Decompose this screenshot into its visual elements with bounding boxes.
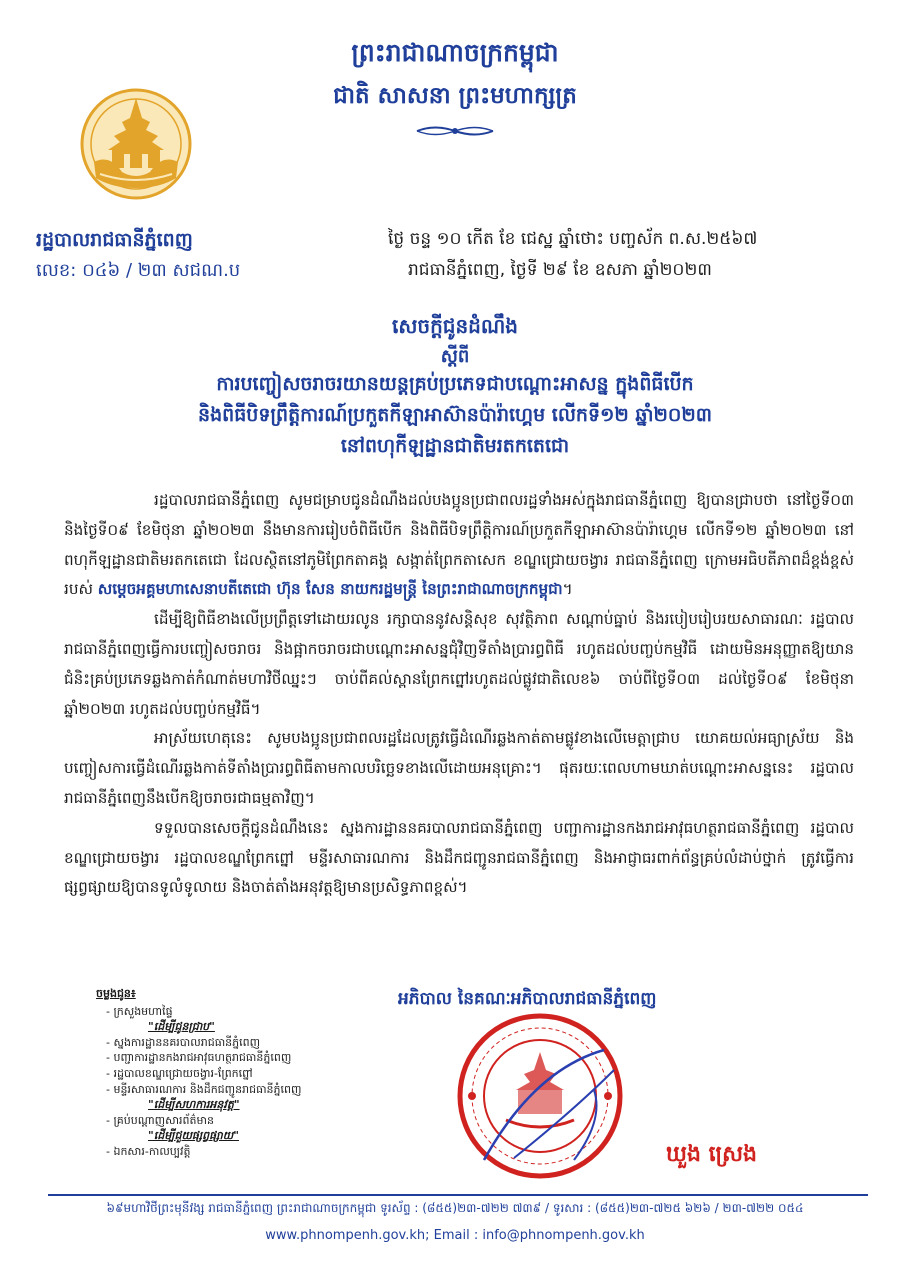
recipient-item: - ឯកសារ-កាលប្បវត្តិ [106, 1144, 191, 1158]
signatory-title: អភិបាល នៃគណៈអភិបាលរាជធានីភ្នំពេញ [398, 989, 657, 1009]
body-paragraph-1 [64, 486, 854, 605]
title-subject-line-2: និងពិធីបិទព្រឹត្ដិការណ៍ប្រកួតកីឡាអាស៊ានប៉ារ៉ាហ្គេម លើកទី១២ ឆ្នាំ២០២៣ [198, 404, 712, 426]
recipients-list [96, 986, 301, 1160]
footer-divider [48, 1194, 868, 1196]
recipient-item: - គ្រប់បណ្ដាញសារព័ត៌មាន [106, 1113, 214, 1127]
notice-body [64, 486, 854, 903]
body-paragraph-3: អាស្រ័យហេតុនេះ សូមបងប្អូនប្រជាពលរដ្ឋដែលត្រូវធ្វើដំណើរឆ្លងកាត់តាមផ្លូវខាងលើមេត្ដាជ្រាប យោគយល់អធ្យាស្រ័យ និងបញ្ចៀសការធ្វើដំណើរឆ្លងកាត់ទីតាំងប្រារព្ធពិធីតាមកាលបរិច្ឆេទខាងលើដោយអនុគ្រោះ។ ផុតរយៈពេលហាមឃាត់បណ្ដោះអាសន្ននេះ រដ្ឋបាលរាជធានីភ្នំពេញនឹងបើកឱ្យចរាចរជាធម្មតាវិញ។ [64, 729, 854, 807]
issuing-office-name: រដ្ឋបាលរាជធានីភ្នំពេញ [36, 229, 193, 251]
ornament-divider-icon [415, 122, 495, 140]
lunar-date: ថ្ងៃ ចន្ទ ១០ កើត ខែ ជេស្ឋ ឆ្នាំថោះ បញ្ចស័ក ព.ស.២៥៦៧ [388, 229, 758, 249]
recipient-item: - រដ្ឋបាលខណ្ឌជ្រោយចង្វារ-ព្រែកព្នៅ [106, 1066, 253, 1080]
paragraph-1-end: ។ [562, 580, 573, 599]
motto-nation-religion-king: ជាតិ សាសនា ព្រះមហាក្សត្រ [333, 83, 577, 109]
phnom-penh-emblem-icon [80, 88, 192, 200]
recipient-item: - ស្នងការដ្ឋាននគរបាលរាជធានីភ្នំពេញ [106, 1035, 261, 1049]
footer-web-email: www.phnompenh.gov.kh; Email : info@phnompenh.gov.kh [265, 1228, 645, 1243]
reference-number: លេខ: ០៤៦ / ២៣ សជណ.ប [36, 260, 241, 281]
paragraph-1-bold-name: សម្ដេចអគ្គមហាសេនាបតីតេជោ ហ៊ុន សែន នាយករដ្ឋមន្ដ្រី នៃព្រះរាជាណាចក្រកម្ពុជា [97, 580, 563, 599]
document-title: សេចក្ដីជូនដំណឹង [392, 314, 518, 338]
footer-address: ៦៩មហាវិថីព្រះមុនីវង្ស រាជធានីភ្នំពេញ ព្រះរាជាណាចក្រកម្ពុជា ទូរស័ព្ទ : (៨៥៥)២៣-៧២២ ៧៣៩ / ទូរសារ : (៨៥៥)២៣-៧២៥ ៦២៦ / ២៣-៧២២ ០៥៤ [106, 1201, 804, 1215]
paragraph-1-text: រដ្ឋបាលរាជធានីភ្នំពេញ សូមជម្រាបជូនដំណឹងដល់បងប្អូនប្រជាពលរដ្ឋទាំងអស់ក្នុងរាជធានីភ្នំពេញ ឱ្យបានជ្រាបថា នៅថ្ងៃទី០៣ និងថ្ងៃទី០៩ ខែមិថុនា ឆ្នាំ២០២៣ នឹងមានការរៀបចំពិធីបើក និងពិធីបិទព្រឹត្ដិការណ៍ប្រកួតកីឡាអាស៊ានប៉ារ៉ាហ្គេម លើកទី១២ ឆ្នាំ២០២៣ នៅពហុកីឡដ្ឋានជាតិមរតកតេជោ ដែលស្ថិតនៅភូមិព្រែកតាគង្គ សង្កាត់ព្រែកតាសេក ខណ្ឌជ្រោយចង្វារ រាជធានីភ្នំពេញ ក្រោមអធិបតីភាពដ៏ខ្ពង់ខ្ពស់របស់ [64, 491, 854, 599]
recipient-item: - មន្ទីរសាធារណការ និងដឹកជញ្ជូនរាជធានីភ្នំពេញ [106, 1082, 302, 1096]
title-subject-line-3: នៅពហុកីឡដ្ឋានជាតិមរតកតេជោ [340, 435, 570, 457]
recipients-header: ចម្លងជូន៖ [96, 987, 136, 1000]
recipient-purpose: "ដើម្បីជូនជ្រាប" [148, 1020, 215, 1034]
official-seal-icon [454, 1010, 626, 1182]
recipient-purpose: "ដើម្បីជួយផ្សព្វផ្សាយ" [148, 1129, 239, 1143]
recipient-purpose: "ដើម្បីសហការអនុវត្ត" [148, 1098, 240, 1112]
title-subject-label: ស្ដីពី [440, 346, 470, 367]
body-paragraph-2: ដើម្បីឱ្យពិធីខាងលើប្រព្រឹត្ដទៅដោយរលូន រក្សាបាននូវសន្ដិសុខ សុវត្ថិភាព សណ្ដាប់ធ្នាប់ និងរបៀបរៀបរយសាធារណៈ រដ្ឋបាលរាជធានីភ្នំពេញធ្វើការបញ្ចៀសចរាចរ និងផ្អាកចរាចរជាបណ្ដោះអាសន្នជុំវិញទីតាំងប្រារព្ធពិធី រហូតដល់បញ្ចប់កម្មវិធី ដោយមិនអនុញ្ញាតឱ្យយានជំនិះគ្រប់ប្រភេទឆ្លងកាត់កំណាត់មហាវិថីឈ្នះៗ ចាប់ពីគល់ស្ពានព្រែកព្នៅរហូតដល់ផ្លូវជាតិលេខ៦ ចាប់ពីថ្ងៃទី០៣ ដល់ថ្ងៃទី០៩ ខែមិថុនា ឆ្នាំ២០២៣ រហូតដល់បញ្ចប់កម្មវិធី។ [64, 610, 854, 718]
body-paragraph-4: ទទួលបានសេចក្ដីជូនដំណឹងនេះ ស្នងការដ្ឋាននគរបាលរាជធានីភ្នំពេញ បញ្ជាការដ្ឋានកងរាជអាវុធហត្ថរាជធានីភ្នំពេញ រដ្ឋបាលខណ្ឌជ្រោយចង្វារ រដ្ឋបាលខណ្ឌព្រែកព្នៅ មន្ទីរសាធារណការ និងដឹកជញ្ជូនរាជធានីភ្នំពេញ និងអាជ្ញាធរពាក់ព័ន្ធគ្រប់លំដាប់ថ្នាក់ ត្រូវធ្វើការផ្សព្វផ្សាយឱ្យបានទូលំទូលាយ និងចាត់តាំងអនុវត្ដឱ្យមានប្រសិទ្ធភាពខ្ពស់។ [64, 818, 854, 897]
motto-kingdom: ព្រះរាជាណាចក្រកម្ពុជា [351, 38, 559, 67]
recipient-item: - បញ្ជាការដ្ឋានកងរាជអាវុធហត្ថរាជធានីភ្នំពេញ [106, 1051, 292, 1065]
signer-name: ឃួង ស្រេង [666, 1142, 758, 1167]
recipient-item: - ក្រសួងមហាផ្ទៃ [106, 1004, 173, 1018]
solar-date: រាជធានីភ្នំពេញ, ថ្ងៃទី ២៩ ខែ ឧសភា ឆ្នាំ២០២៣ [408, 260, 712, 280]
title-subject-line-1: ការបញ្ចៀសចរាចរយានយន្ដគ្រប់ប្រភេទជាបណ្ដោះអាសន្ន ក្នុងពិធីបើក [216, 373, 694, 395]
